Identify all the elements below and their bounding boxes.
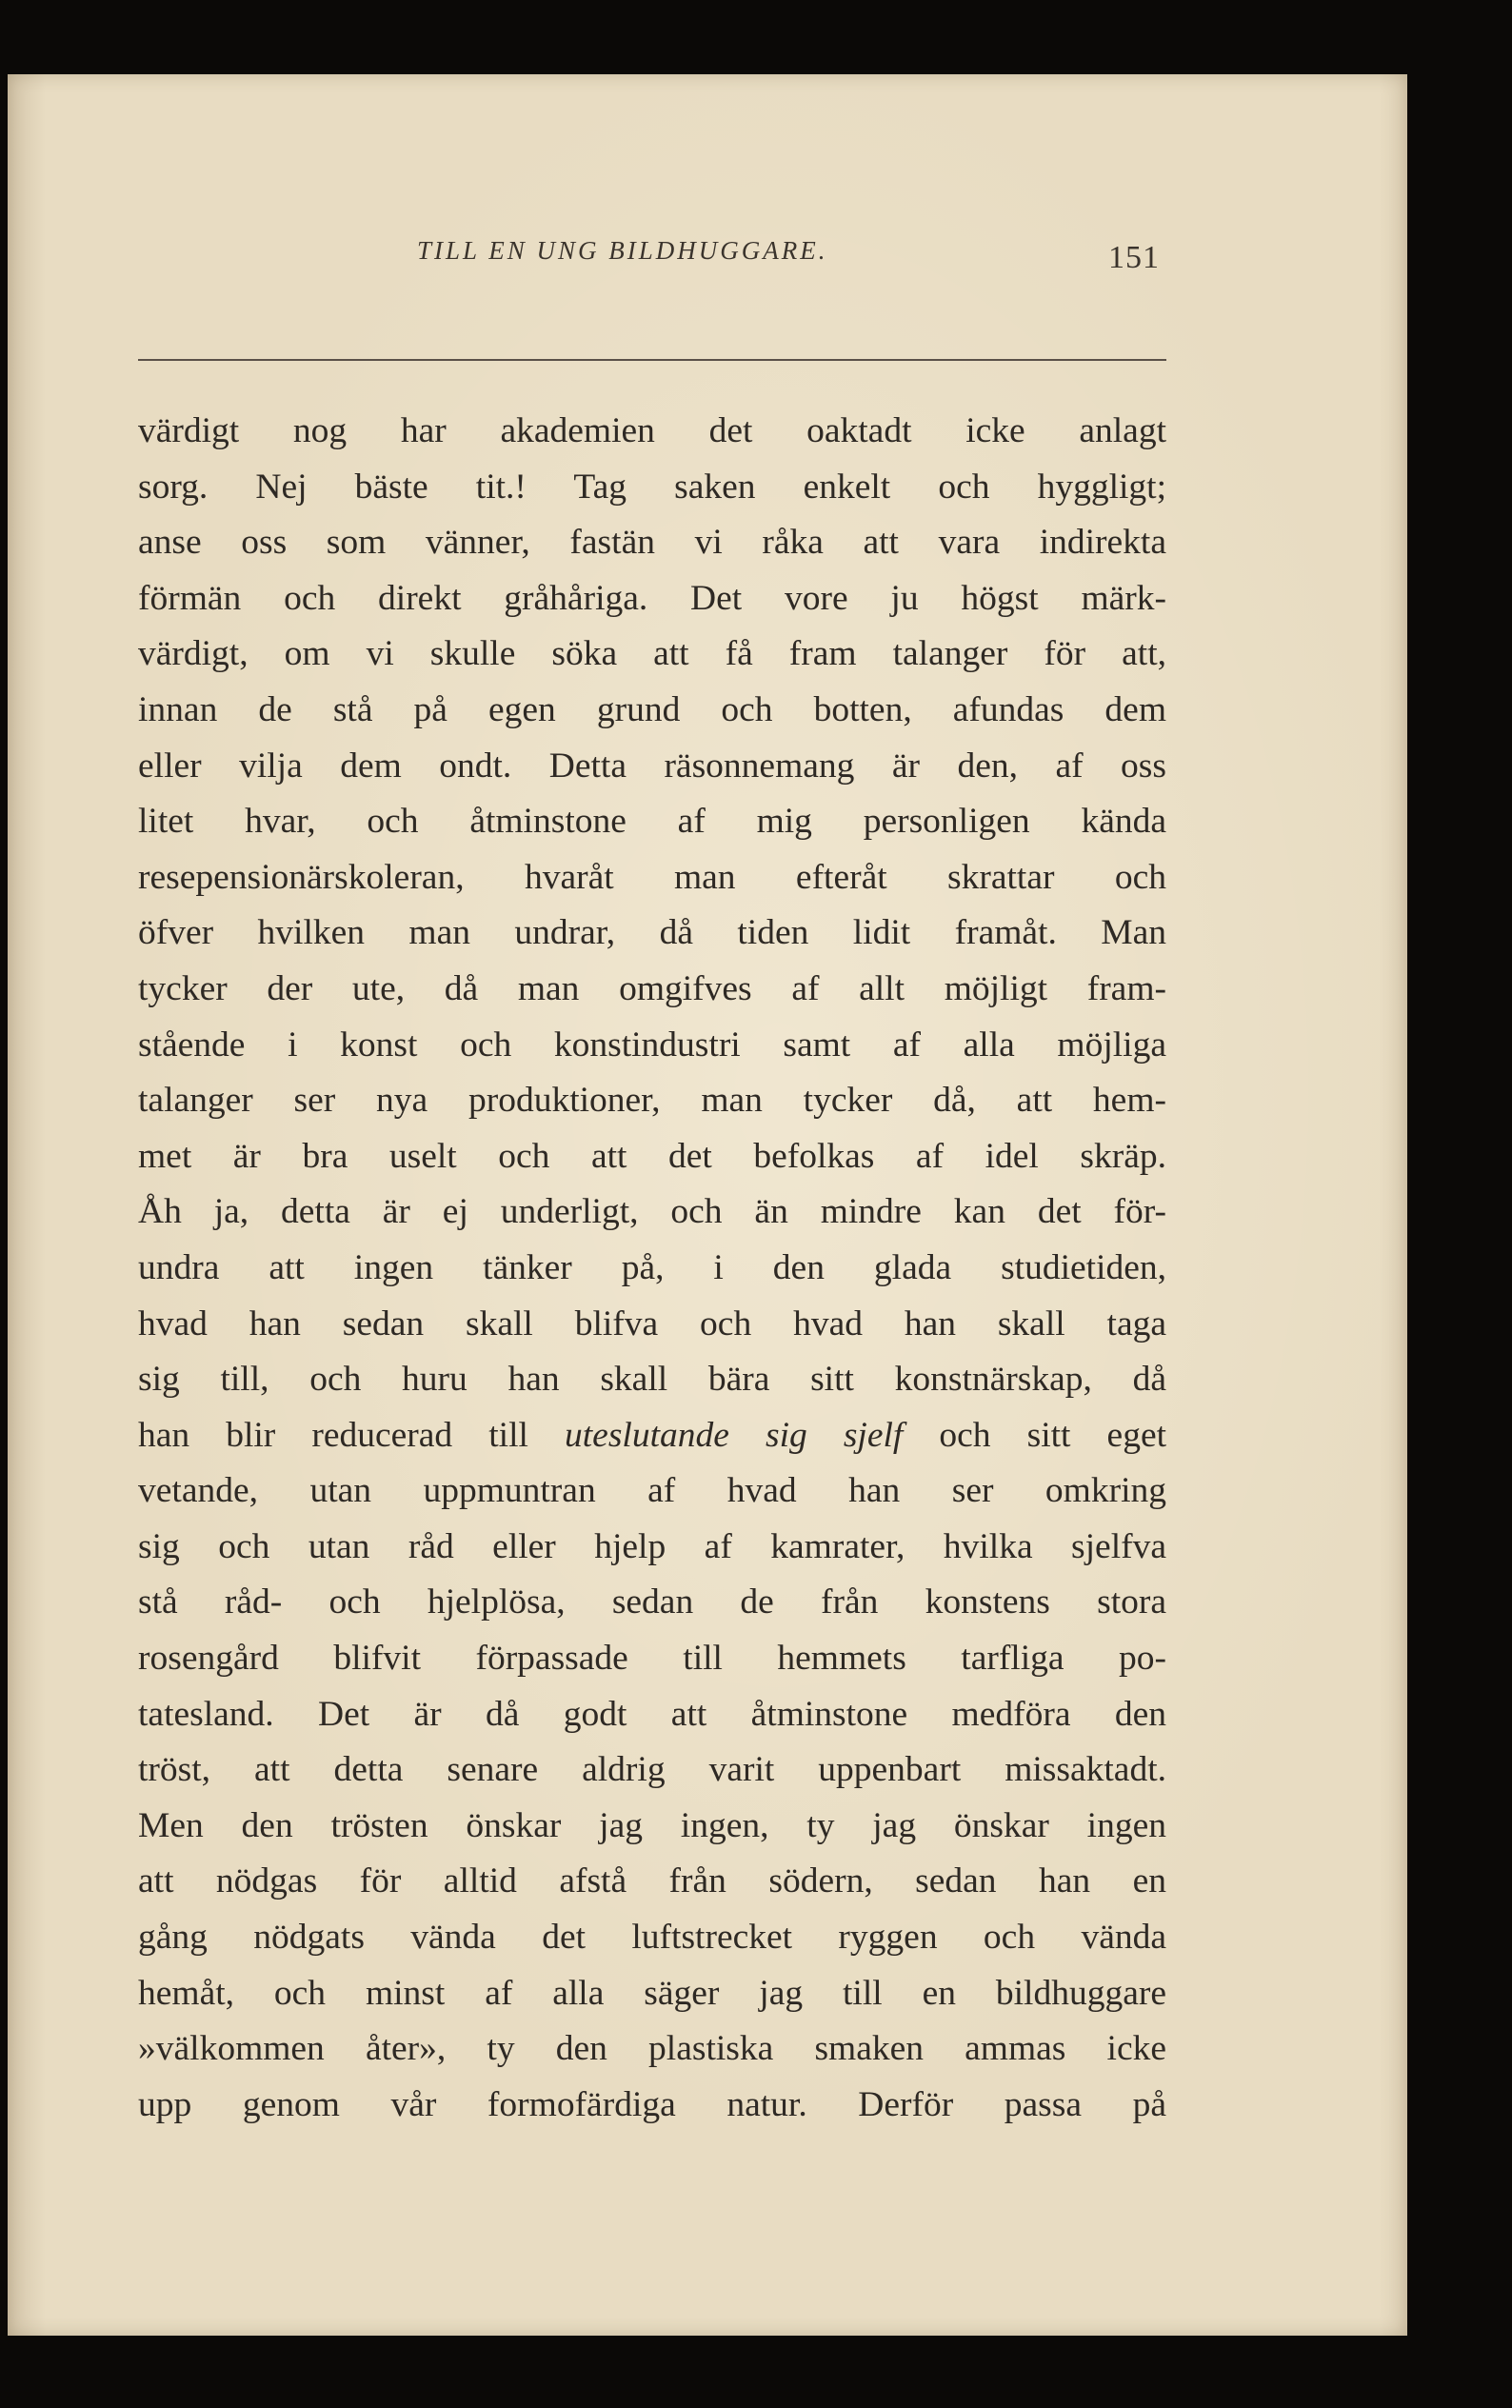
text-line: vetande, utan uppmuntran af hvad han ser omkring (138, 1471, 1166, 1511)
text-line: talanger ser nya produktioner, man tycker då, att hem- (138, 1081, 1166, 1121)
text-line: hvad han sedan skall blifva och hvad han skall taga (138, 1304, 1166, 1343)
text-line: anse oss som vänner, fastän vi råka att vara indirekta (138, 523, 1166, 563)
running-head (8, 236, 1407, 293)
text-line: gång nödgats vända det luftstrecket ryggen och vända (138, 1918, 1166, 1958)
text-segment: och sitt eget (903, 1415, 1167, 1455)
text-line: Åh ja, detta är ej underligt, och än mindre kan det för- (138, 1192, 1166, 1232)
book-page (8, 74, 1407, 2336)
text-line: hemåt, och minst af alla säger jag till en bildhuggare (138, 1973, 1166, 2013)
text-line: värdigt, om vi skulle söka att få fram talanger för att, (138, 634, 1166, 674)
text-line: värdigt nog har akademien det oaktadt icke anlagt (138, 411, 1166, 450)
text-line: sig och utan råd eller hjelp af kamrater, hvilka sjelfva (138, 1526, 1166, 1566)
text-line: undra att ingen tänker på, i den glada studietiden, (138, 1247, 1166, 1287)
text-segment: han blir reducerad till (138, 1415, 566, 1455)
text-line: sorg. Nej bäste tit.! Tag saken enkelt och hyggligt; (138, 467, 1166, 507)
body-text (138, 404, 1166, 2133)
text-line: resepensionärskoleran, hvaråt man efteråt skrattar och (138, 857, 1166, 897)
text-line: met är bra uselt och att det befolkas af idel skräp. (138, 1136, 1166, 1176)
running-title: TILL EN UNG BILDHUGGARE. (417, 236, 828, 265)
text-line: rosengård blifvit förpassade till hemmets tarfliga po- (138, 1639, 1166, 1679)
header-rule (138, 359, 1166, 361)
text-line: »välkommen åter», ty den plastiska smaken ammas icke (138, 2029, 1166, 2069)
text-line: stå råd- och hjelplösa, sedan de från konstens stora (138, 1582, 1166, 1622)
text-line: tatesland. Det är då godt att åtminstone medföra den (138, 1694, 1166, 1734)
text-line: upp genom vår formofärdiga natur. Derför passa på (138, 2084, 1166, 2124)
text-line: tröst, att detta senare aldrig varit uppenbart missaktadt. (138, 1750, 1166, 1790)
text-line: sig till, och huru han skall bära sitt konstnärskap, då (138, 1360, 1166, 1400)
text-line: stående i konst och konstindustri samt af alla möjliga (138, 1025, 1166, 1065)
text-line: öfver hvilken man undrar, då tiden lidit framåt. Man (138, 913, 1166, 953)
page-number: 151 (1108, 240, 1160, 275)
text-line: innan de stå på egen grund och botten, afundas dem (138, 689, 1166, 729)
text-line (138, 1408, 1166, 1464)
text-line: förmän och direkt gråhåriga. Det vore ju högst märk- (138, 578, 1166, 618)
text-line: Men den trösten önskar jag ingen, ty jag önskar ingen (138, 1805, 1166, 1845)
text-line: att nödgas för alltid afstå från södern, sedan han en (138, 1861, 1166, 1901)
italic-phrase: uteslutande sig sjelf (565, 1415, 904, 1455)
text-line: litet hvar, och åtminstone af mig personligen kända (138, 802, 1166, 842)
text-line: tycker der ute, då man omgifves af allt möjligt fram- (138, 968, 1166, 1008)
text-line: eller vilja dem ondt. Detta räsonnemang är den, af oss (138, 746, 1166, 786)
